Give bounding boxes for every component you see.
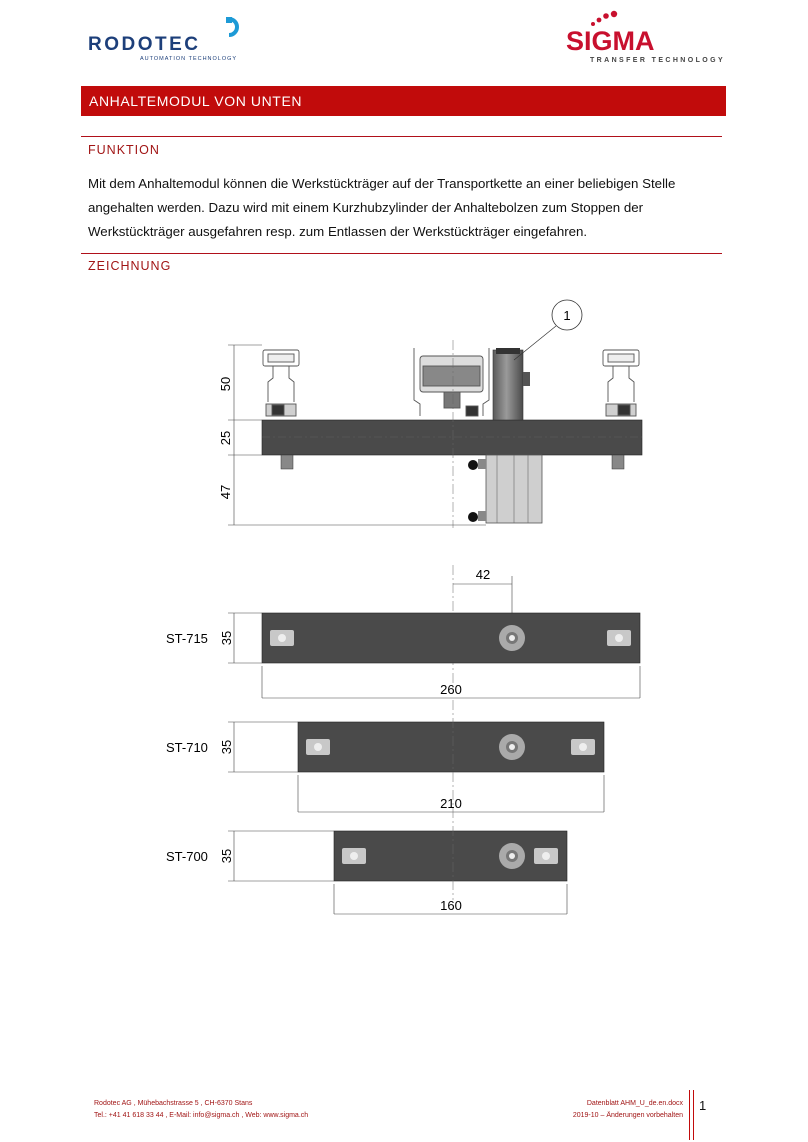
right-profile xyxy=(603,350,639,416)
section-heading-zeichnung: ZEICHNUNG xyxy=(88,259,172,273)
left-profile xyxy=(263,350,299,416)
footer-contact: Tel.: +41 41 618 33 44 , E-Mail: info@sigma.ch , Web: www.sigma.ch xyxy=(94,1112,309,1119)
section-heading-funktion: FUNKTION xyxy=(88,143,160,157)
footer-note: 2019-10 – Änderungen vorbehalten xyxy=(572,1112,683,1119)
height-label-st-710: 35 xyxy=(219,739,234,755)
page-number: 1 xyxy=(699,1098,707,1113)
length-label-st-715: 260 xyxy=(440,682,462,697)
model-label-st-715: ST-715 xyxy=(166,631,208,646)
footer-file: Datenblatt AHM_U_de.en.docx xyxy=(586,1100,683,1107)
footer-divider xyxy=(693,1090,694,1140)
dim-50: 50 xyxy=(218,376,233,392)
rodotec-logo: RODOTEC xyxy=(88,34,201,55)
top-view-st-715 xyxy=(228,613,640,698)
dim-42: 42 xyxy=(475,567,491,582)
model-label-st-710: ST-710 xyxy=(166,740,208,755)
model-label-st-700: ST-700 xyxy=(166,849,208,864)
stop-bolt xyxy=(493,350,523,420)
side-view-bar xyxy=(262,420,642,455)
footer-address: Rodotec AG , Mühebachstrasse 5 , CH-6370 Stans xyxy=(94,1100,253,1107)
page-title: ANHALTEMODUL VON UNTEN xyxy=(89,93,303,109)
dim-47: 47 xyxy=(218,484,233,500)
height-label-st-700: 35 xyxy=(219,848,234,864)
top-view-st-700 xyxy=(228,831,567,914)
funktion-paragraph: Mit dem Anhaltemodul können die Werkstückträger auf der Transportkette an einer beliebigen Stelle angehalten werden. Dazu wird mit einem Kurzhubzylinder der Anhaltebolzen zum Stoppen der Werkstückträger ausgefahren resp. zum Entlassen der Werkstückträger eingefahren. xyxy=(88,176,676,239)
footer-divider xyxy=(689,1090,690,1140)
carrier xyxy=(414,348,489,416)
sigma-logo: SIGMA xyxy=(566,26,655,56)
top-view-st-710 xyxy=(228,722,604,812)
rodotec-tagline: AUTOMATION TECHNOLOGY xyxy=(140,56,238,62)
length-label-st-710: 210 xyxy=(440,796,462,811)
length-label-st-700: 160 xyxy=(440,898,462,913)
dim-25: 25 xyxy=(218,430,233,446)
callout-number: 1 xyxy=(563,308,571,323)
height-label-st-715: 35 xyxy=(219,630,234,646)
sigma-tagline: TRANSFER TECHNOLOGY xyxy=(590,57,726,64)
